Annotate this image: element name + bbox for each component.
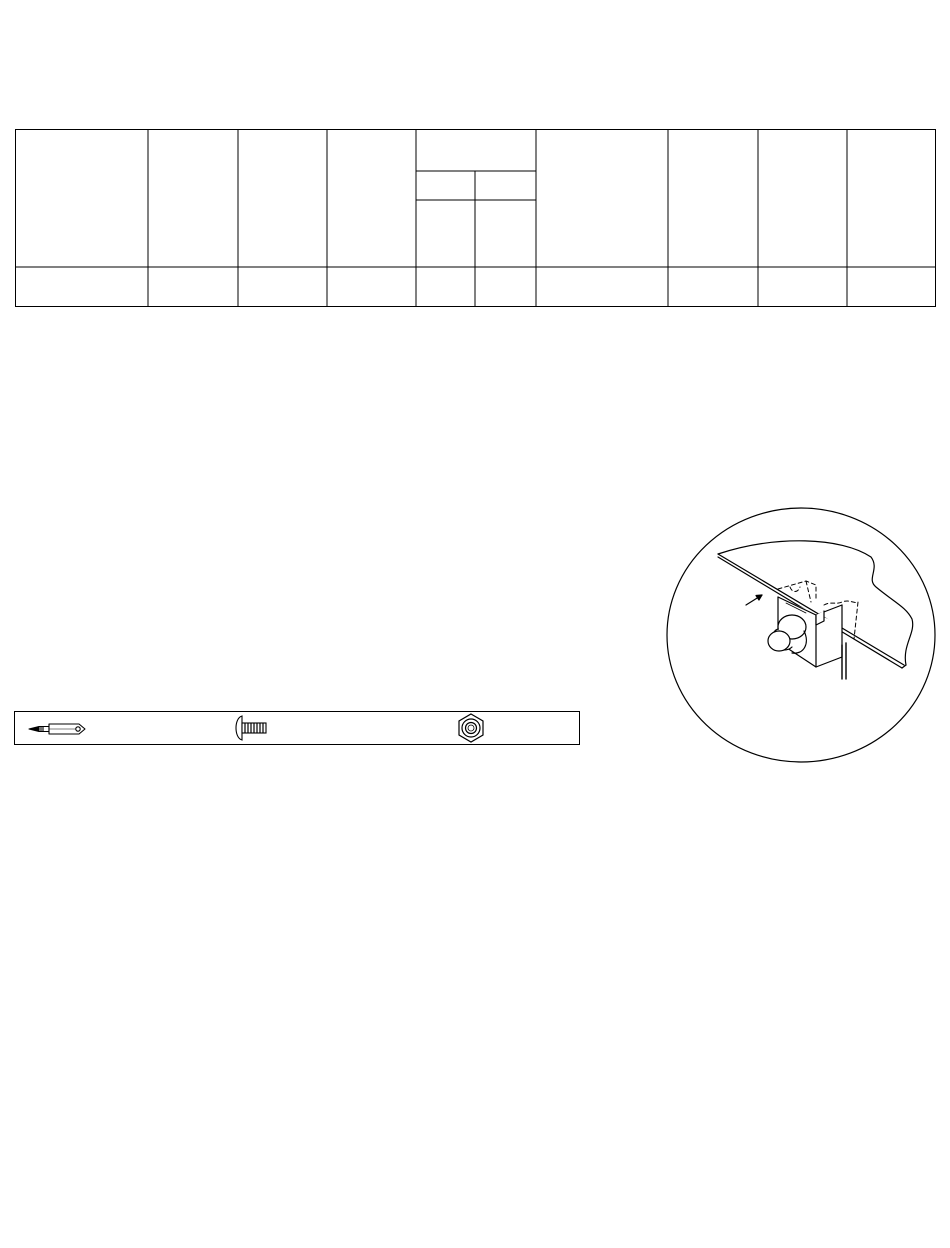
mounting-bracket-detail-icon xyxy=(666,507,936,763)
specifications-table xyxy=(15,129,936,307)
screwdriver-bit-icon xyxy=(27,712,89,744)
truss-head-screw-icon xyxy=(230,712,272,744)
hex-nut-icon xyxy=(455,712,487,744)
hardware-list xyxy=(14,711,580,745)
